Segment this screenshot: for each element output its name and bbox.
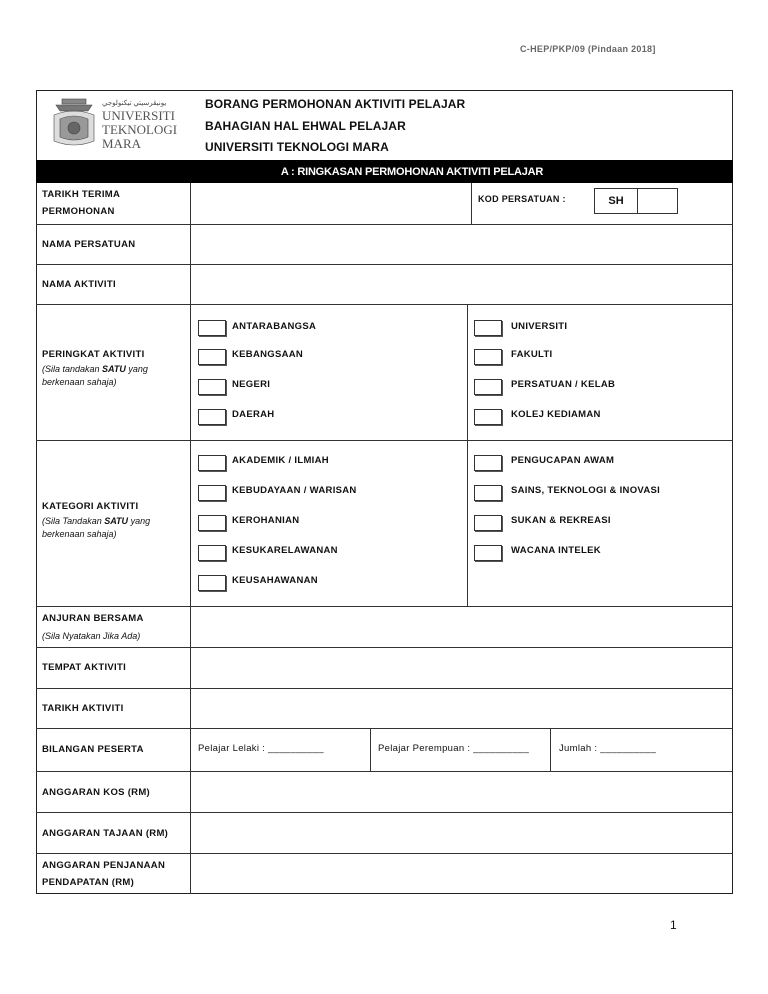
option-antarabangsa: ANTARABANGSA [232, 321, 317, 332]
tarikh-aktiviti-field[interactable] [192, 690, 732, 727]
tarikh-terima-field[interactable] [204, 186, 470, 222]
bilangan-peserta-label: BILANGAN PESERTA [42, 744, 144, 755]
checkbox-kebudayaan[interactable] [198, 485, 226, 501]
option-universiti: UNIVERSITI [511, 321, 568, 332]
checkbox-kolej-kediaman[interactable] [474, 409, 502, 425]
tarikh-terima-label: TARIKH TERIMA PERMOHONAN [42, 189, 121, 217]
anggaran-penjanaan-label: ANGGARAN PENJANAAN PENDAPATAN (RM) [42, 860, 166, 888]
checkbox-sukan-rekreasi[interactable] [474, 515, 502, 531]
department-title: BAHAGIAN HAL EHWAL PELAJAR [205, 119, 406, 133]
option-persatuan-kelab: PERSATUAN / KELAB [511, 379, 616, 390]
option-pengucapan-awam: PENGUCAPAN AWAM [511, 455, 615, 466]
anggaran-penjanaan-field[interactable] [192, 855, 732, 893]
option-negeri: NEGERI [232, 379, 271, 390]
checkbox-akademik[interactable] [198, 455, 226, 471]
checkbox-wacana-intelek[interactable] [474, 545, 502, 561]
option-sains-teknologi: SAINS, TEKNOLOGI & INOVASI [511, 485, 661, 496]
option-kerohanian: KEROHANIAN [232, 515, 300, 526]
anjuran-bersama-label: ANJURAN BERSAMA (Sila Nyatakan Jika Ada) [42, 610, 144, 645]
form-title: BORANG PERMOHONAN AKTIVITI PELAJAR [205, 97, 466, 111]
peringkat-aktiviti-label: PERINGKAT AKTIVITI (Sila tandakan SATU yang berkenaan sahaja) [42, 346, 182, 389]
anjuran-bersama-field[interactable] [192, 608, 732, 646]
option-akademik: AKADEMIK / ILMIAH [232, 455, 329, 466]
anggaran-tajaan-field[interactable] [192, 814, 732, 852]
anggaran-tajaan-label: ANGGARAN TAJAAN (RM) [42, 828, 169, 839]
pelajar-lelaki-field[interactable]: Pelajar Lelaki : __________ [198, 743, 324, 754]
kod-persatuan-field[interactable] [594, 188, 678, 214]
university-title: UNIVERSITI TEKNOLOGI MARA [205, 140, 389, 154]
tempat-aktiviti-field[interactable] [192, 649, 732, 687]
checkbox-daerah[interactable] [198, 409, 226, 425]
checkbox-persatuan-kelab[interactable] [474, 379, 502, 395]
tempat-aktiviti-label: TEMPAT AKTIVITI [42, 662, 127, 673]
option-keusahawanan: KEUSAHAWANAN [232, 575, 318, 586]
option-sukan-rekreasi: SUKAN & REKREASI [511, 515, 611, 526]
nama-aktiviti-field[interactable] [192, 266, 732, 303]
peringkat-note: (Sila tandakan SATU yang berkenaan sahaja) [42, 364, 148, 387]
option-kebangsaan: KEBANGSAAN [232, 349, 304, 360]
option-kesukarelawanan: KESUKARELAWANAN [232, 545, 338, 556]
option-kebudayaan: KEBUDAYAAN / WARISAN [232, 485, 357, 496]
checkbox-antarabangsa[interactable] [198, 320, 226, 336]
anggaran-kos-field[interactable] [192, 773, 732, 811]
checkbox-fakulti[interactable] [474, 349, 502, 365]
svg-text:ﻳﻮﻧﻴﭭﺮﺳﻴﺘﻲ ﺗﻴﻜﻨﻮﻟﻮﺟﻲ: ﻳﻮﻧﻴﭭﺮﺳﻴﺘﻲ ﺗﻴﻜﻨﻮﻟﻮﺟﻲ [102, 99, 167, 107]
nama-aktiviti-label: NAMA AKTIVITI [42, 279, 116, 290]
checkbox-kesukarelawanan[interactable] [198, 545, 226, 561]
anjuran-note: (Sila Nyatakan Jika Ada) [42, 631, 141, 641]
logo-text-3: MARA [102, 136, 142, 151]
checkbox-pengucapan-awam[interactable] [474, 455, 502, 471]
kod-persatuan-label: KOD PERSATUAN : [478, 194, 566, 204]
section-a-header: A : RINGKASAN PERMOHONAN AKTIVITI PELAJAR [36, 160, 733, 183]
page-number: 1 [670, 918, 677, 932]
anggaran-kos-label: ANGGARAN KOS (RM) [42, 787, 151, 798]
logo-text-1: UNIVERSITI [102, 108, 175, 123]
checkbox-kerohanian[interactable] [198, 515, 226, 531]
jumlah-field[interactable]: Jumlah : __________ [559, 743, 657, 754]
checkbox-universiti[interactable] [474, 320, 502, 336]
kategori-note: (Sila Tandakan SATU yang berkenaan sahaja) [42, 516, 151, 539]
option-wacana-intelek: WACANA INTELEK [511, 545, 601, 556]
option-daerah: DAERAH [232, 409, 275, 420]
kategori-aktiviti-label: KATEGORI AKTIVITI (Sila Tandakan SATU yang berkenaan sahaja) [42, 498, 182, 541]
checkbox-sains-teknologi[interactable] [474, 485, 502, 501]
document-code: C-HEP/PKP/09 (Pindaan 2018] [520, 44, 656, 54]
kod-persatuan-prefix: SH [595, 189, 638, 213]
tarikh-aktiviti-label: TARIKH AKTIVITI [42, 703, 124, 714]
option-fakulti: FAKULTI [511, 349, 553, 360]
nama-persatuan-field[interactable] [192, 226, 732, 263]
nama-persatuan-label: NAMA PERSATUAN [42, 239, 136, 250]
logo-text-2: TEKNOLOGI [102, 122, 178, 137]
checkbox-keusahawanan[interactable] [198, 575, 226, 591]
option-kolej-kediaman: KOLEJ KEDIAMAN [511, 409, 601, 420]
pelajar-perempuan-field[interactable]: Pelajar Perempuan : __________ [378, 743, 530, 754]
checkbox-negeri[interactable] [198, 379, 226, 395]
checkbox-kebangsaan[interactable] [198, 349, 226, 365]
